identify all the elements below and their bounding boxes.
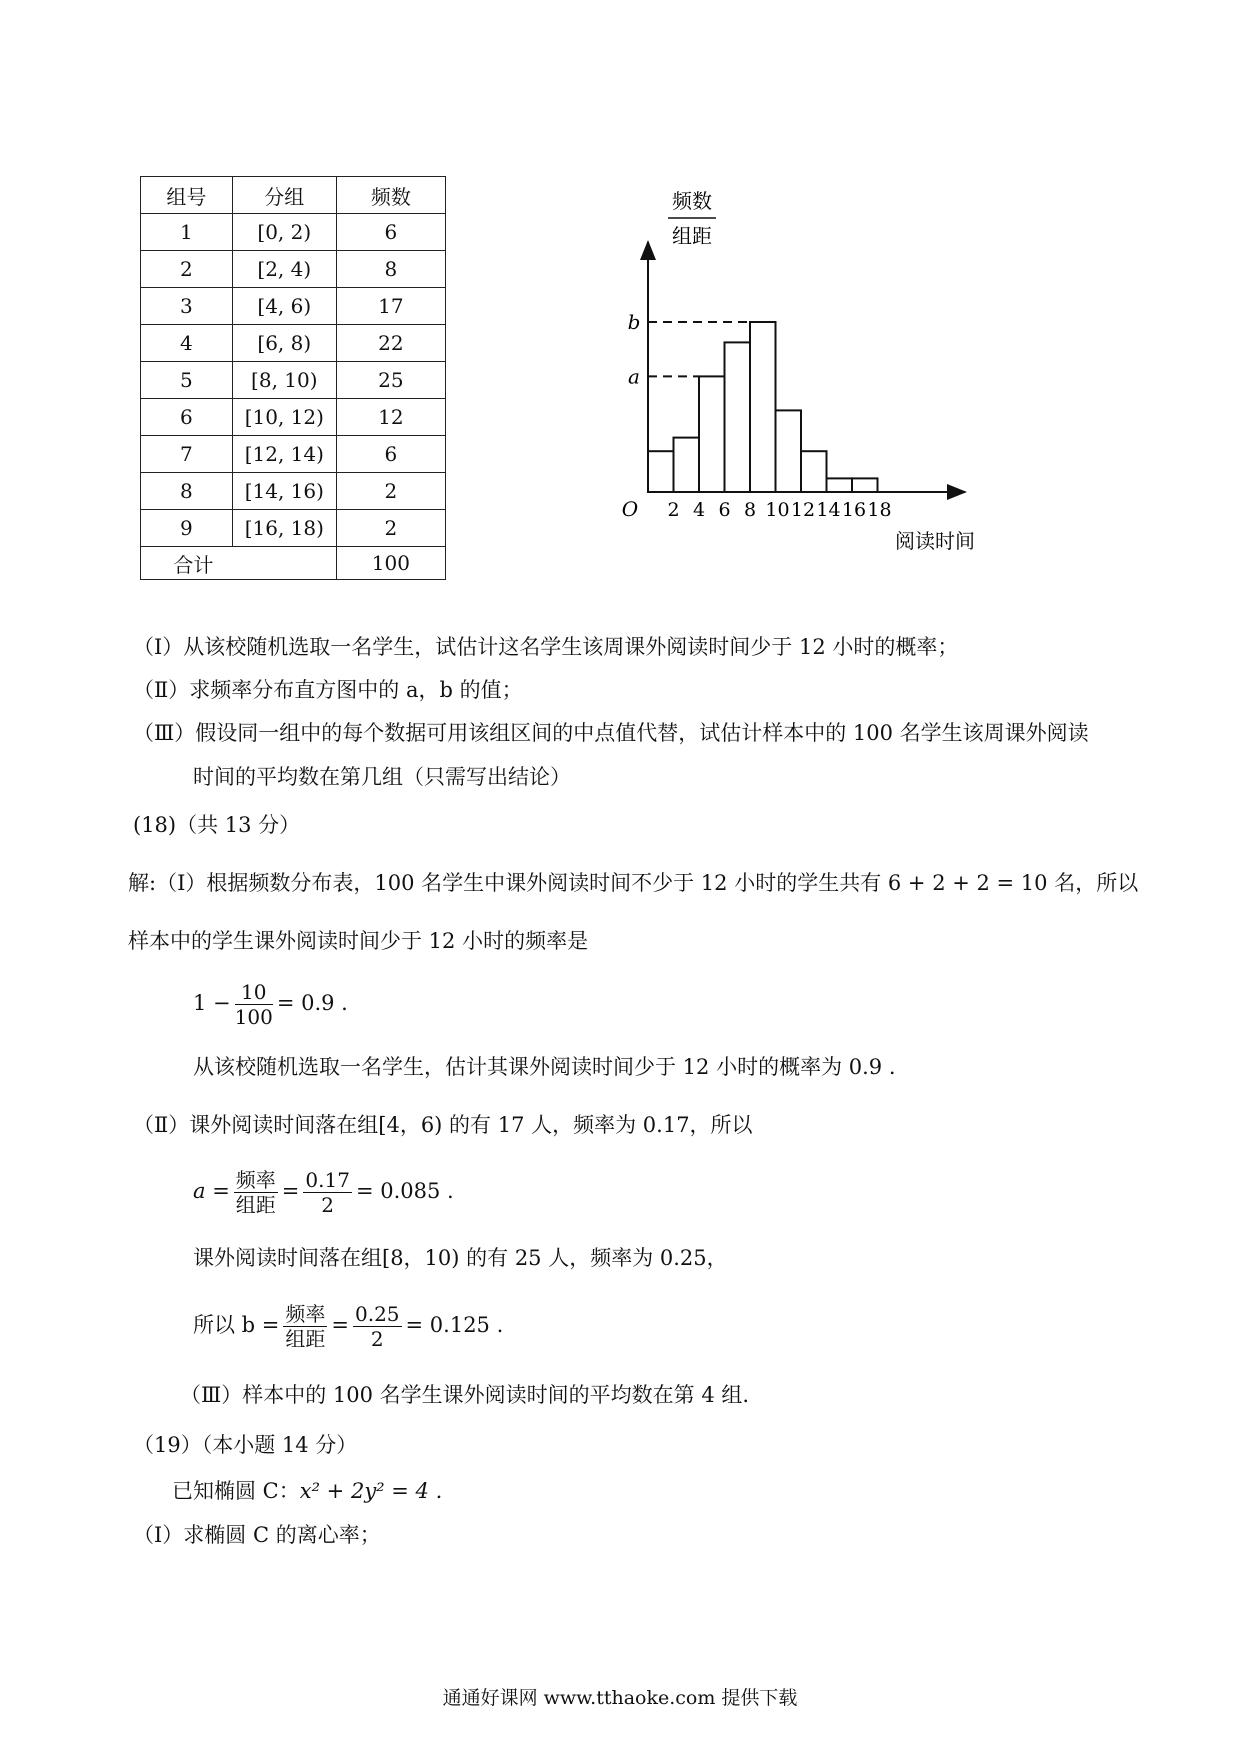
x-axis-label: 阅读时间 [895, 529, 975, 553]
total-value: 100 [336, 547, 445, 580]
formula-a-prefix: a = [193, 1179, 230, 1203]
cell-range: [14, 16) [232, 473, 336, 510]
cell-count: 8 [336, 251, 445, 288]
table-total-row [141, 547, 446, 580]
fraction [234, 1168, 278, 1217]
table-row [141, 325, 446, 362]
histogram-bar [648, 451, 674, 492]
question-1: （Ⅰ）从该校随机选取一名学生，试估计这名学生该周课外阅读时间少于 12 小时的概率； [133, 635, 959, 659]
cell-id: 6 [141, 399, 233, 436]
cell-range: [16, 18) [232, 510, 336, 547]
cell-id: 2 [141, 251, 233, 288]
table-row [141, 251, 446, 288]
header-frequency: 频数 [336, 177, 445, 214]
fraction [303, 1168, 352, 1217]
solution-header: (18)（共 13 分） [133, 813, 301, 837]
problem-19-given [172, 1476, 442, 1506]
histogram-bar [852, 478, 878, 492]
cell-id: 3 [141, 288, 233, 325]
given-prefix: 已知椭圆 C： [172, 1479, 300, 1503]
cell-range: [2, 4) [232, 251, 336, 288]
question-3-line-1: （Ⅲ）假设同一组中的每个数据可用该组区间的中点值代替，试估计样本中的 100 名学生该周课外阅读 [133, 721, 1089, 745]
total-label: 合计 [141, 547, 337, 580]
y-mark-a: a [628, 364, 640, 389]
problem-19-header: （19）（本小题 14 分） [133, 1433, 358, 1457]
cell-id: 5 [141, 362, 233, 399]
equals: = [281, 1179, 300, 1203]
y-label-bottom: 组距 [672, 224, 712, 248]
y-label-top: 频数 [672, 189, 712, 213]
origin-label: O [621, 497, 639, 521]
numerator: 频率 [235, 1168, 276, 1192]
x-tick-label: 18 [867, 499, 892, 521]
formula-prefix: 1 − [193, 991, 231, 1015]
cell-id: 4 [141, 325, 233, 362]
table-row [141, 214, 446, 251]
x-tick-label: 10 [765, 499, 790, 521]
problem-19-question-1: （Ⅰ）求椭圆 C 的离心率； [133, 1523, 381, 1547]
formula-result: = 0.085 . [355, 1179, 454, 1203]
denominator: 2 [370, 1327, 384, 1351]
solution-3: （Ⅲ）样本中的 100 名学生课外阅读时间的平均数在第 4 组. [180, 1383, 750, 1407]
cell-range: [4, 6) [232, 288, 336, 325]
x-tick-label: 8 [743, 499, 757, 521]
cell-id: 7 [141, 436, 233, 473]
solution-1-text: 解:（Ⅰ）根据频数分布表，100 名学生中课外阅读时间不少于 12 小时的学生共有 [128, 871, 882, 895]
cell-id: 1 [141, 214, 233, 251]
x-tick-label: 4 [692, 499, 706, 521]
histogram-chart [600, 180, 1000, 570]
page-footer: 通通好课网 www.tthaoke.com 提供下载 [442, 1687, 798, 1709]
header-group-range: 分组 [232, 177, 336, 214]
numerator: 10 [235, 980, 273, 1005]
cell-count: 2 [336, 473, 445, 510]
cell-range: [6, 8) [232, 325, 336, 362]
denominator: 2 [321, 1193, 335, 1217]
cell-count: 2 [336, 510, 445, 547]
denominator: 100 [234, 1005, 273, 1029]
numerator: 0.17 [305, 1168, 350, 1192]
histogram-bar [750, 322, 776, 492]
cell-count: 25 [336, 362, 445, 399]
cell-range: [12, 14) [232, 436, 336, 473]
cell-range: [10, 12) [232, 399, 336, 436]
solution-1-formula [193, 980, 348, 1029]
solution-1-line-2: 样本中的学生课外阅读时间少于 12 小时的频率是 [128, 929, 589, 953]
histogram-bar [674, 438, 700, 492]
formula-result: = 0.125 . [405, 1313, 504, 1337]
question-2: （Ⅱ）求频率分布直方图中的 a，b 的值； [133, 678, 523, 702]
cell-range: [8, 10) [232, 362, 336, 399]
solution-1-conclusion: 从该校随机选取一名学生，估计其课外阅读时间少于 12 小时的概率为 0.9 . [193, 1055, 896, 1079]
solution-1-expression: 6 + 2 + 2 = 10 [887, 871, 1048, 895]
denominator: 组距 [285, 1327, 326, 1351]
numerator: 频率 [285, 1302, 326, 1326]
fraction [353, 1302, 402, 1351]
cell-count: 12 [336, 399, 445, 436]
y-mark-b: b [627, 310, 641, 334]
ellipse-equation: x² + 2y² = 4 . [299, 1479, 443, 1503]
histogram-bar [725, 342, 751, 492]
cell-id: 9 [141, 510, 233, 547]
cell-count: 6 [336, 436, 445, 473]
table-row [141, 436, 446, 473]
cell-count: 22 [336, 325, 445, 362]
header-group-id: 组号 [141, 177, 233, 214]
numerator: 0.25 [355, 1302, 400, 1326]
histogram-bar [801, 451, 827, 492]
table-row [141, 510, 446, 547]
table-row [141, 399, 446, 436]
fraction [235, 980, 273, 1029]
solution-2-formula-a [193, 1168, 454, 1217]
x-tick-label: 2 [667, 499, 680, 521]
formula-b-prefix: 所以 b = [193, 1313, 280, 1337]
x-tick-label: 16 [841, 499, 867, 521]
solution-2-line-2: 课外阅读时间落在组[8，10) 的有 25 人，频率为 0.25， [193, 1246, 728, 1270]
table-header-row [141, 177, 446, 214]
x-tick-label: 12 [790, 499, 816, 521]
frequency-table [140, 176, 446, 580]
solution-1-text-end: 名，所以 [1054, 871, 1139, 895]
x-tick-label: 14 [816, 499, 841, 521]
fraction [283, 1302, 327, 1351]
histogram-bar [699, 376, 725, 492]
cell-range: [0, 2) [232, 214, 336, 251]
table-row [141, 473, 446, 510]
histogram-bar [827, 478, 853, 492]
histogram-bar [776, 410, 802, 492]
equals: = [331, 1313, 349, 1337]
question-3-line-2: 时间的平均数在第几组（只需写出结论） [193, 765, 571, 789]
table-row [141, 362, 446, 399]
cell-count: 17 [336, 288, 445, 325]
table-row [141, 288, 446, 325]
solution-1-line-1 [128, 868, 1138, 898]
denominator: 组距 [235, 1193, 276, 1217]
formula-result: = 0.9 . [276, 991, 348, 1015]
solution-2-line-1: （Ⅱ）课外阅读时间落在组[4，6) 的有 17 人，频率为 0.17，所以 [133, 1113, 753, 1137]
cell-count: 6 [336, 214, 445, 251]
solution-2-formula-b [193, 1302, 503, 1351]
cell-id: 8 [141, 473, 233, 510]
x-tick-label: 6 [718, 499, 731, 521]
